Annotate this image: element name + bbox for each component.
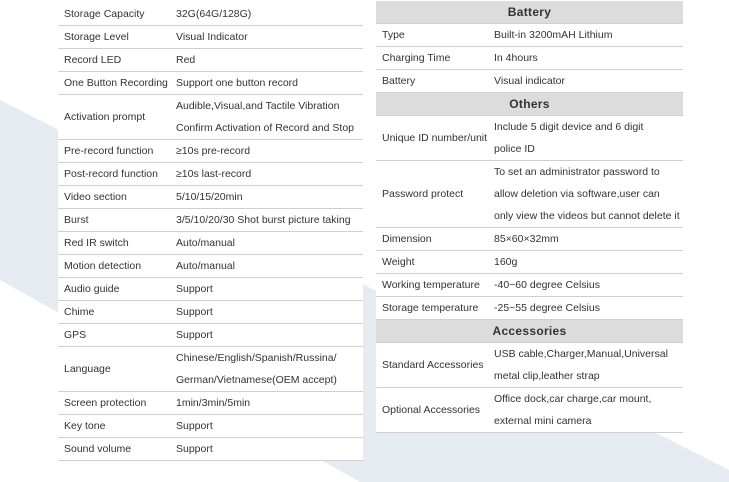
spec-label: Battery: [376, 70, 494, 93]
spec-value-line: 5/10/15/20min: [176, 191, 243, 203]
spec-label: Working temperature: [376, 274, 494, 297]
spec-label: Burst: [58, 209, 176, 232]
spec-row-optional-accessories: [376, 388, 683, 433]
spec-row-type: [376, 24, 683, 47]
spec-value-line: In 4hours: [494, 52, 538, 64]
spec-value-line: Built-in 3200mAH Lithium: [494, 29, 613, 41]
spec-value: [176, 438, 363, 461]
spec-value: [176, 301, 363, 324]
spec-value-line: Auto/manual: [176, 260, 235, 272]
spec-value-line: Support: [176, 283, 213, 295]
spec-value-line: 3/5/10/20/30 Shot burst picture taking: [176, 214, 351, 226]
spec-label: Standard Accessories: [376, 343, 494, 388]
spec-value-line: Confirm Activation of Record and Stop: [176, 122, 355, 134]
spec-value: [176, 232, 363, 255]
spec-value: [176, 72, 363, 95]
spec-value-line: German/Vietnamese(OEM accept): [176, 374, 337, 386]
spec-value-line: Visual Indicator: [176, 31, 248, 43]
section-header-others: [376, 93, 683, 116]
spec-value-line: only view the videos but cannot delete it: [494, 210, 680, 222]
spec-value: [176, 347, 363, 392]
spec-value: [176, 392, 363, 415]
spec-row-password-protect: [376, 161, 683, 228]
spec-value: [176, 278, 363, 301]
spec-label: Storage Level: [58, 26, 176, 49]
spec-value-line: Audible,Visual,and Tactile Vibration: [176, 100, 340, 112]
spec-label: GPS: [58, 324, 176, 347]
spec-row-post-record-function: [58, 163, 363, 186]
spec-row-one-button-recording: [58, 72, 363, 95]
spec-value: [494, 47, 683, 70]
spec-value-line: Red: [176, 54, 196, 66]
spec-value-line: 160g: [494, 256, 518, 268]
spec-row-pre-record-function: [58, 140, 363, 163]
spec-label: Type: [376, 24, 494, 47]
spec-label: Motion detection: [58, 255, 176, 278]
spec-row-video-section: [58, 186, 363, 209]
spec-row-activation-prompt: [58, 95, 363, 140]
spec-value: [176, 415, 363, 438]
spec-value: [176, 49, 363, 72]
spec-value-line: Support: [176, 420, 213, 432]
spec-value: [494, 228, 683, 251]
spec-value-line: Auto/manual: [176, 237, 235, 249]
spec-value: [176, 255, 363, 278]
spec-value-line: external mini camera: [494, 415, 592, 427]
spec-value: [176, 163, 363, 186]
spec-value: [494, 116, 683, 161]
spec-value: [494, 343, 683, 388]
spec-label: Storage Capacity: [58, 3, 176, 26]
spec-value: [176, 209, 363, 232]
spec-label: Activation prompt: [58, 95, 176, 140]
spec-row-red-ir-switch: [58, 232, 363, 255]
spec-value-line: Chinese/English/Spanish/Russina/: [176, 352, 337, 364]
spec-label: Red IR switch: [58, 232, 176, 255]
spec-label: Video section: [58, 186, 176, 209]
spec-row-weight: [376, 251, 683, 274]
spec-value: [494, 70, 683, 93]
spec-row-gps: [58, 324, 363, 347]
spec-label: Weight: [376, 251, 494, 274]
section-header-battery: [376, 1, 683, 24]
spec-value-line: 1min/3min/5min: [176, 397, 251, 409]
spec-row-storage-temperature: [376, 297, 683, 320]
spec-row-motion-detection: [58, 255, 363, 278]
spec-label: Chime: [58, 301, 176, 324]
spec-value-line: USB cable,Charger,Manual,Universal: [494, 348, 668, 360]
spec-label: Post-record function: [58, 163, 176, 186]
spec-value: [176, 26, 363, 49]
spec-row-language: [58, 347, 363, 392]
spec-label: Pre-record function: [58, 140, 176, 163]
spec-value-line: To set an administrator password to: [494, 166, 660, 178]
spec-label: Key tone: [58, 415, 176, 438]
spec-label: Sound volume: [58, 438, 176, 461]
spec-row-record-led: [58, 49, 363, 72]
spec-value-line: ≥10s pre-record: [176, 145, 251, 157]
spec-value-line: Include 5 digit device and 6 digit: [494, 121, 644, 133]
spec-row-charging-time: [376, 47, 683, 70]
spec-label: One Button Recording: [58, 72, 176, 95]
spec-value-line: Support: [176, 329, 213, 341]
spec-row-chime: [58, 301, 363, 324]
spec-value: [494, 388, 683, 433]
spec-row-storage-level: [58, 26, 363, 49]
spec-label: Charging Time: [376, 47, 494, 70]
spec-value-line: metal clip,leather strap: [494, 370, 600, 382]
spec-label: Screen protection: [58, 392, 176, 415]
spec-value: [176, 186, 363, 209]
spec-row-audio-guide: [58, 278, 363, 301]
spec-value-line: Support: [176, 443, 213, 455]
spec-label: Audio guide: [58, 278, 176, 301]
spec-value-line: Support one button record: [176, 77, 299, 89]
section-header-accessories: [376, 320, 683, 343]
spec-label: Record LED: [58, 49, 176, 72]
spec-value-line: ≥10s last-record: [176, 168, 252, 180]
spec-value-line: police ID: [494, 143, 535, 155]
spec-row-sound-volume: [58, 438, 363, 461]
spec-row-dimension: [376, 228, 683, 251]
spec-label: Unique ID number/unit: [376, 116, 494, 161]
spec-row-key-tone: [58, 415, 363, 438]
spec-label: Optional Accessories: [376, 388, 494, 433]
spec-value-line: 32G(64G/128G): [176, 8, 252, 20]
spec-value: [494, 161, 683, 228]
section-title: Others: [376, 93, 683, 116]
spec-value-line: -40~60 degree Celsius: [494, 279, 600, 291]
spec-value-line: Office dock,car charge,car mount,: [494, 393, 652, 405]
specs-table-left: [58, 3, 363, 461]
spec-row-burst: [58, 209, 363, 232]
spec-value-line: Support: [176, 306, 213, 318]
spec-label: Password protect: [376, 161, 494, 228]
section-title: Battery: [376, 1, 683, 24]
spec-value-line: allow deletion via software,user can: [494, 188, 660, 200]
spec-value: [494, 297, 683, 320]
spec-row-unique-id-number-unit: [376, 116, 683, 161]
spec-value: [494, 274, 683, 297]
spec-value: [176, 140, 363, 163]
spec-value: [494, 24, 683, 47]
spec-value-line: Visual indicator: [494, 75, 566, 87]
spec-row-battery: [376, 70, 683, 93]
specs-table-right: [376, 1, 683, 433]
spec-value: [176, 95, 363, 140]
spec-label: Storage temperature: [376, 297, 494, 320]
spec-value-line: -25~55 degree Celsius: [494, 302, 600, 314]
spec-value: [176, 324, 363, 347]
spec-value-line: 85×60×32mm: [494, 233, 559, 245]
spec-row-storage-capacity: [58, 3, 363, 26]
spec-row-working-temperature: [376, 274, 683, 297]
spec-label: Dimension: [376, 228, 494, 251]
section-title: Accessories: [376, 320, 683, 343]
spec-row-screen-protection: [58, 392, 363, 415]
spec-value: [176, 3, 363, 26]
spec-row-standard-accessories: [376, 343, 683, 388]
spec-value: [494, 251, 683, 274]
spec-label: Language: [58, 347, 176, 392]
